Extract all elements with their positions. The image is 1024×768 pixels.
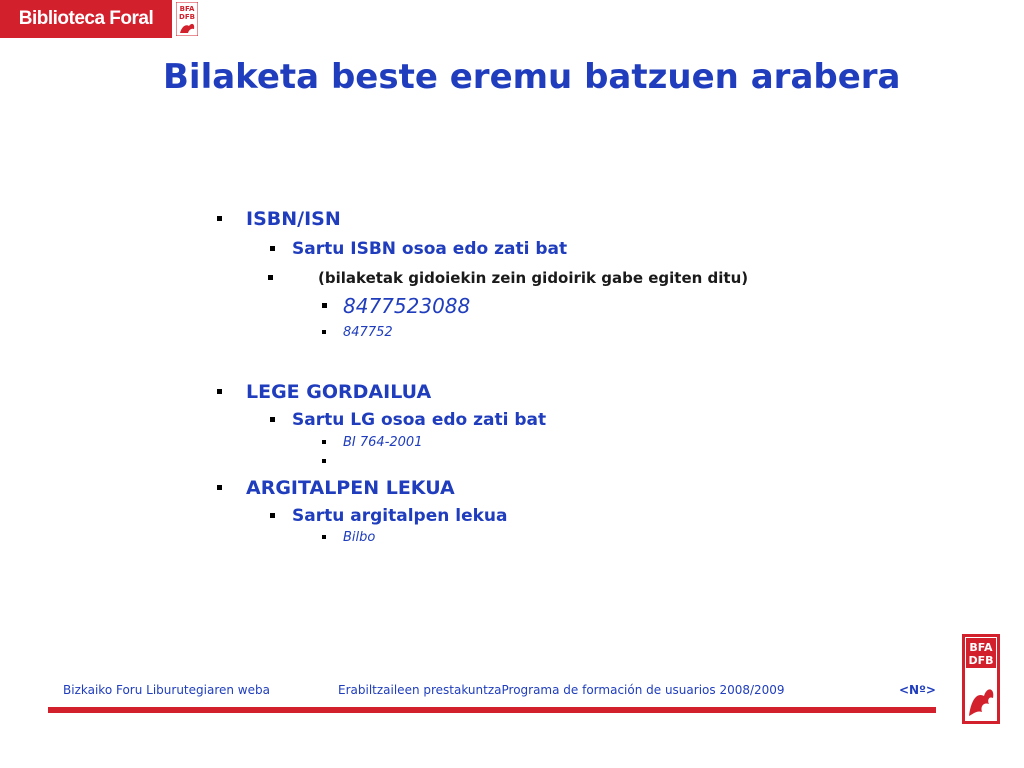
bfa-logo-small-icon [176,2,198,36]
brand-banner [0,0,172,38]
page-number: <Nº> [899,683,936,697]
bullet-isbn-item-1 [292,238,567,260]
logo-big-line-1: BFA [969,641,993,654]
bullet-text: BI 764-2001 [343,435,423,450]
footer-left-text: Bizkaiko Foru Liburutegiaren weba [63,683,270,697]
square-bullet-icon [268,275,273,280]
bullet-text: Sartu ISBN osoa edo zati bat [292,239,568,259]
square-bullet-icon [322,440,326,444]
square-bullet-icon [270,417,275,422]
square-bullet-icon [217,389,222,394]
slide-title: Bilaketa beste eremu batzuen arabera [163,57,901,97]
logo-big-line-2: DFB [968,654,994,667]
bfa-logo-big-icon [962,634,1000,724]
bullet-text: Sartu LG osoa edo zati bat [292,410,547,430]
bullet-place-item-1 [292,505,507,527]
bullet-place-heading [246,476,455,500]
bullet-text: ARGITALPEN LEKUA [246,477,455,499]
bullet-text: LEGE GORDAILUA [246,381,432,403]
bullet-lg-heading [246,380,431,404]
bullet-place-example-1 [343,529,375,547]
square-bullet-icon [217,485,222,490]
bullet-isbn-item-2 [318,268,748,288]
footer-divider [48,707,936,713]
square-bullet-icon [270,246,275,251]
brand-name: Biblioteca Foral [18,8,154,29]
bullet-text: Sartu argitalpen lekua [292,506,508,526]
bullet-lg-example-1 [343,434,422,452]
bullet-text: ISBN/ISN [246,208,341,230]
logo-small-line-2: DFB [179,13,195,21]
bullet-text: 8477523088 [343,294,471,318]
bullet-lg-item-1 [292,409,546,431]
square-bullet-icon [322,459,326,463]
square-bullet-icon [322,303,327,308]
footer-center-text: Erabiltzaileen prestakuntzaPrograma de formación de usuarios 2008/2009 [338,683,785,697]
logo-small-line-1: BFA [179,5,195,13]
bullet-isbn-heading [246,207,341,231]
square-bullet-icon [322,535,326,539]
bullet-text: (bilaketak gidoiekin zein gidoirik gabe egiten ditu) [318,269,749,287]
square-bullet-icon [217,216,222,221]
bullet-text: Bilbo [343,530,376,545]
square-bullet-icon [322,330,326,334]
bullet-text: 847752 [343,325,393,340]
square-bullet-icon [270,513,275,518]
bullet-isbn-example-2 [343,324,393,342]
bullet-isbn-example-1 [343,294,470,318]
